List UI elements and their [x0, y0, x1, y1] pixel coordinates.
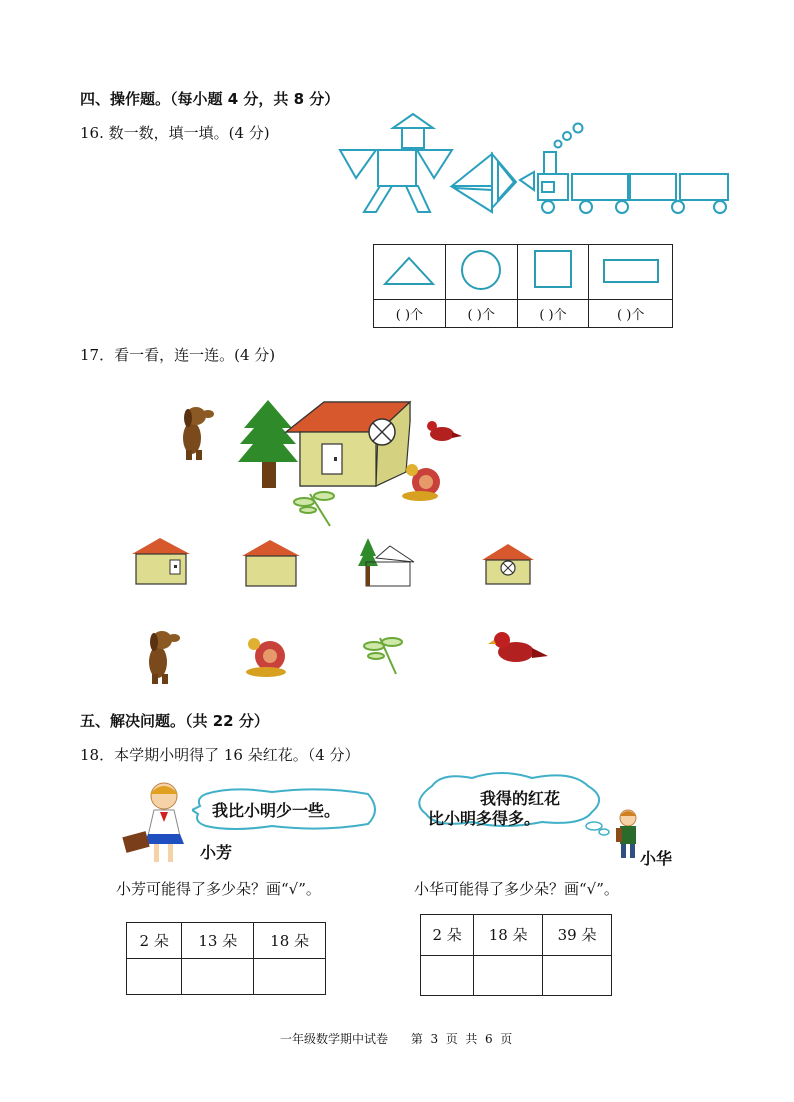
fish-figure [452, 154, 534, 212]
dragonfly-picture [364, 638, 402, 674]
option-label: 18 朵 [254, 923, 326, 959]
rectangle-icon [589, 245, 673, 300]
view-option-1 [132, 538, 190, 584]
option-label: 18 朵 [474, 915, 543, 956]
answer-table-xiaofang [126, 922, 326, 995]
section-4-title: 四、操作题。（每小题 4 分，共 8 分） [80, 90, 340, 108]
snail-picture [402, 464, 440, 501]
question-xiaofang: 小芳可能得了多少朵？画“√”。 [116, 880, 321, 898]
question-16-text: 16. 数一数，填一填。(4 分) [80, 124, 270, 142]
check-cell[interactable] [127, 959, 182, 995]
dog-picture [149, 631, 180, 684]
question-xiaohua: 小华可能得了多少朵？画“√”。 [414, 880, 619, 898]
view-option-4 [482, 544, 534, 584]
dog-picture [183, 407, 214, 460]
name-xiaofang: 小芳 [200, 843, 233, 862]
answer-table-xiaohua [420, 914, 612, 996]
page-footer: 一年级数学期中试卷 第 3 页 共 6 页 [280, 1032, 513, 1046]
check-cell[interactable] [421, 955, 474, 996]
bird-picture [427, 421, 462, 441]
shape-count-table [373, 244, 673, 328]
count-cell-square[interactable]: ( )个 [517, 299, 589, 327]
question-18-text: 18．本学期小明得了 16 朵红花。（4 分） [80, 746, 360, 764]
robot-figure [340, 114, 452, 212]
check-cell[interactable] [474, 955, 543, 996]
check-cell[interactable] [254, 959, 326, 995]
section-5-title: 五、解决问题。（共 22 分） [80, 712, 269, 730]
dragonfly-picture [294, 492, 334, 526]
circle-icon [445, 245, 517, 300]
option-label: 2 朵 [421, 915, 474, 956]
tangram-figures [336, 108, 746, 220]
tree-picture [238, 400, 298, 488]
count-cell-triangle[interactable]: ( )个 [374, 299, 446, 327]
question-17-text: 17．看一看，连一连。(4 分) [80, 346, 276, 364]
name-xiaohua: 小华 [640, 849, 673, 868]
option-label: 2 朵 [127, 923, 182, 959]
house-picture [286, 402, 410, 486]
count-cell-rectangle[interactable]: ( )个 [589, 299, 673, 327]
check-cell[interactable] [182, 959, 254, 995]
bubble-text-right-line2: 比小明多得多。 [428, 809, 541, 828]
matching-scene [120, 390, 580, 700]
bubble-text-right-line1: 我得的红花 [480, 789, 561, 808]
bird-picture [488, 632, 548, 662]
view-option-3 [358, 538, 414, 586]
triangle-icon [374, 245, 446, 300]
option-label: 13 朵 [182, 923, 254, 959]
square-icon [517, 245, 589, 300]
bubble-text-left: 我比小明少一些。 [212, 801, 341, 820]
snail-picture [246, 638, 286, 677]
check-cell[interactable] [543, 955, 612, 996]
view-option-2 [242, 540, 300, 586]
option-label: 39 朵 [543, 915, 612, 956]
count-cell-circle[interactable]: ( )个 [445, 299, 517, 327]
train-figure [538, 124, 728, 214]
